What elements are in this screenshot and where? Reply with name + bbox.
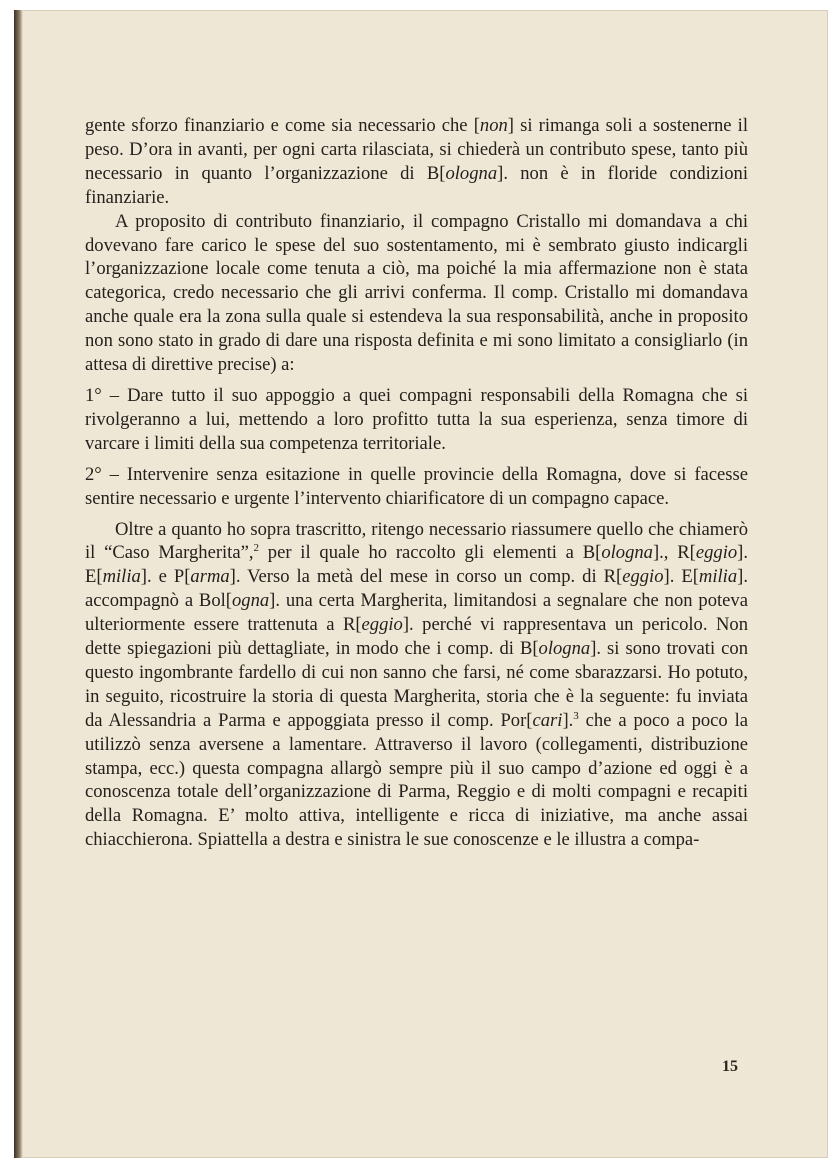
italic-text: arma <box>190 566 230 588</box>
italic-text: ologna <box>538 638 591 660</box>
italic-text: eggio <box>361 614 403 636</box>
text-run: 2° – Intervenire senza esitazione in quelle provincie della Romagna, dove si facesse sentire necessario e urgente l’intervento chiarificatore di un compagno capace. <box>85 463 748 509</box>
text-run: Oltre a quanto ho sopra trascritto, ritengo necessario riassumere quello che chiamerò il “Caso Margherita”, <box>85 518 748 564</box>
italic-text: milia <box>698 566 738 588</box>
text-run: ]. si sono trovati con questo ingombrante fardello di cui non sanno che farsi, né come sbarazzarsi. Ho potuto, in seguito, ricostruire la storia di questa Margherita, storia che è la seguente: fu inviata da Alessandria a Parma e appoggiata presso il comp. Por[ <box>85 638 748 731</box>
text-run: per il quale ho raccolto gli elementi a B[ <box>259 542 602 564</box>
page-binding-edge <box>14 10 23 1158</box>
numbered-paragraph <box>85 463 748 511</box>
italic-text: milia <box>102 566 141 588</box>
text-run: ]. perché vi rappresentava un pericolo. Non dette spiegazioni più dettagliate, in modo che i comp. di B[ <box>85 614 748 660</box>
text-run: ]. E[ <box>85 542 748 588</box>
text-run: ] si rimanga soli a sostenerne il peso. D’ora in avanti, per ogni carta rilasciata, si chiederà un contributo spese, tanto più necessario in quanto l’organizzazione di B[ <box>85 115 748 184</box>
footnote-ref: 3 <box>573 709 579 722</box>
italic-text: cari <box>532 709 563 731</box>
text-run: ]. E[ <box>663 566 699 588</box>
text-run: ]. accompagnò a Bol[ <box>85 566 748 612</box>
italic-text: ogna <box>231 590 270 612</box>
text-run: che a poco a poco la utilizzò senza aversene a lamentare. Attraverso il lavoro (collegamenti, distribuzione stampa, ecc.) questa compagna allargò sempre più il suo campo d’azione ed oggi è a conoscenza totale dell’organizzazione di Parma, Reggio e di molti compagni e recapiti della Romagna. E’ molto attiva, intelligente e ricca di iniziative, ma anche assai chiacchierona. Spiattella a destra e sinistra le sue conoscenze e le illustra a compa- <box>85 709 749 851</box>
page-body-text <box>85 114 748 852</box>
italic-text: ologna <box>445 162 498 184</box>
page-number: 15 <box>722 1058 738 1075</box>
text-run: ]. una certa Margherita, limitandosi a segnalare che non poteva ulteriormente essere trattenuta a R[ <box>85 590 748 636</box>
text-run: A proposito di contributo finanziario, il compagno Cristallo mi domandava a chi dovevano fare carico le spese del suo sostentamento, mi è sembrato giusto indicargli l’organizzazione locale come tenuta a ciò, ma poiché la mia affermazione non è stata categorica, credo necessario che gli arrivi conferma. Il comp. Cristallo mi domandava anche quale era la zona sulla quale si estendeva la sua responsabilità, anche in proposito non sono stato in grado di dare una risposta definita e mi sono limitato a consigliarlo (in attesa di direttive precise) a: <box>85 210 748 376</box>
paragraph <box>85 518 748 853</box>
text-run: ]. Verso la metà del mese in corso un comp. di R[ <box>229 566 623 588</box>
text-run: 1° – Dare tutto il suo appoggio a quei compagni responsabili della Romagna che si rivolgeranno a lui, mettendo a loro profitto tutta la sua esperienza, senza timore di varcare i limiti della sua competenza territoriale. <box>85 384 748 454</box>
numbered-paragraph <box>85 384 748 456</box>
text-run: ]. <box>562 709 574 731</box>
paragraph <box>85 210 748 377</box>
paragraph <box>85 114 748 210</box>
text-run: ]. non è in floride condizioni finanziarie. <box>85 162 748 208</box>
italic-text: eggio <box>622 566 664 588</box>
italic-text: eggio <box>695 542 738 564</box>
text-run: ]. e P[ <box>140 566 191 588</box>
text-run: ]., R[ <box>652 542 696 564</box>
text-run: gente sforzo finanziario e come sia necessario che [ <box>85 115 480 136</box>
italic-text: non <box>479 115 508 136</box>
footnote-ref: 2 <box>253 542 259 555</box>
italic-text: ologna <box>601 542 653 564</box>
